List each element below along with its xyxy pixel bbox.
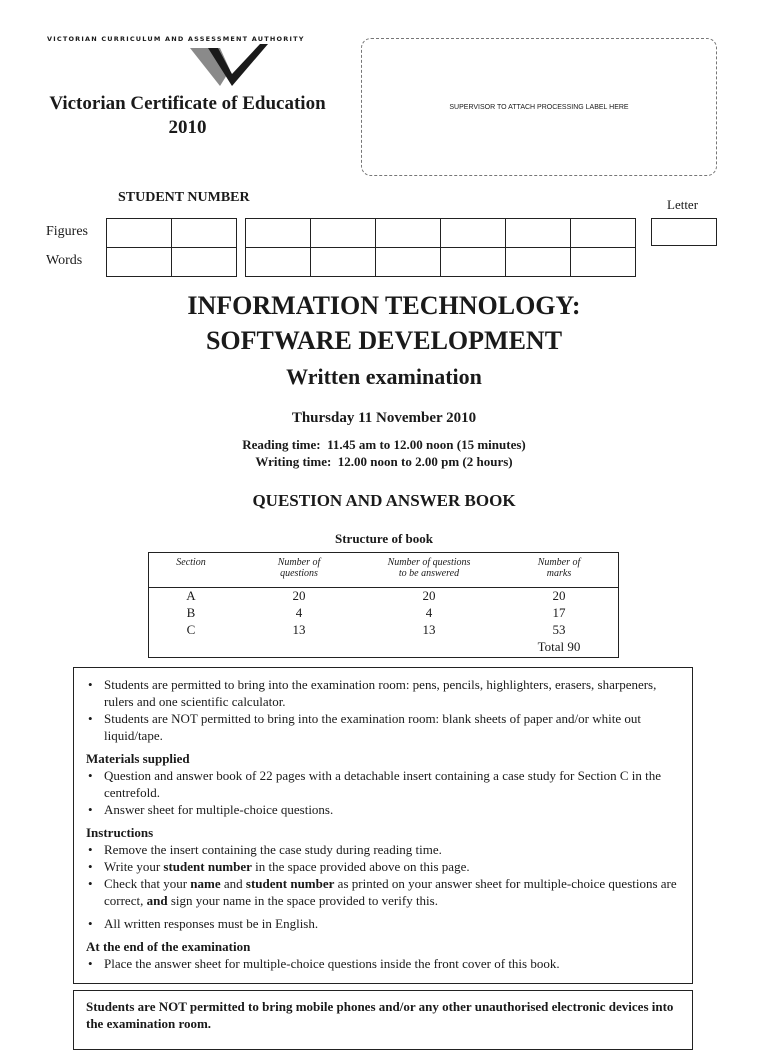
materials-heading: Materials supplied	[86, 751, 190, 766]
figure-box[interactable]	[246, 219, 311, 248]
list-item: • Place the answer sheet for multiple-choice questions inside the front cover of this book.	[86, 955, 682, 972]
instructions-box	[73, 667, 693, 984]
word-box[interactable]	[172, 248, 237, 277]
letter-box[interactable]	[651, 218, 717, 246]
instructions-heading: Instructions	[86, 825, 154, 840]
cell-answered: 13	[422, 622, 436, 637]
cell-marks: 53	[552, 622, 566, 637]
cell-marks: 20	[552, 588, 566, 603]
word-box[interactable]	[246, 248, 311, 277]
header-answered	[369, 557, 489, 579]
figure-box[interactable]	[571, 219, 636, 248]
cell-questions: 13	[292, 622, 306, 637]
emphasis: student number	[163, 859, 252, 874]
warning-box	[73, 990, 693, 1050]
structure-caption: Structure of book	[335, 531, 433, 546]
emphasis: student number	[245, 876, 335, 891]
structure-table	[148, 552, 619, 658]
words-label: Words	[46, 253, 83, 268]
exam-date: Thursday 11 November 2010	[291, 410, 477, 426]
total-marks: Total 90	[537, 639, 581, 654]
processing-label-text: SUPERVISOR TO ATTACH PROCESSING LABEL HERE	[449, 103, 629, 111]
total-row	[149, 639, 618, 656]
end-list	[86, 955, 682, 972]
text: sign your name in the space provided to verify this.	[167, 893, 438, 908]
exam-times	[0, 436, 768, 470]
cell-section: C	[186, 622, 196, 637]
figure-box[interactable]	[107, 219, 172, 248]
list-item	[86, 875, 682, 909]
header-text: marks	[546, 568, 572, 579]
text: Check that your	[104, 876, 191, 891]
student-number-grid-a	[106, 218, 237, 277]
list-item: • All written responses must be in English.	[86, 915, 682, 932]
header-text: Number of questions	[387, 557, 471, 568]
text: as printed on your answer sheet for multiple-choice questions are correct,	[104, 876, 677, 908]
authority-name: VICTORIAN CURRICULUM AND ASSESSMENT AUTHORITY	[47, 35, 305, 43]
reading-time: Reading time: 11.45 am to 12.00 noon (15 minutes)	[242, 437, 526, 452]
writing-time: Writing time: 12.00 noon to 2.00 pm (2 hours)	[255, 454, 513, 469]
word-box[interactable]	[376, 248, 441, 277]
header-text: questions	[280, 568, 318, 579]
emphasis: and	[146, 893, 168, 908]
table-row	[149, 622, 618, 639]
structure-header-row	[149, 557, 618, 587]
end-heading: At the end of the examination	[86, 939, 251, 954]
cell-questions: 20	[292, 588, 306, 603]
header-marks	[519, 557, 599, 579]
cell-section: B	[186, 605, 196, 620]
student-number-heading: STUDENT NUMBER	[118, 190, 250, 205]
figures-label: Figures	[46, 224, 88, 239]
certificate-title	[40, 92, 335, 140]
exam-type: Written examination	[286, 364, 482, 389]
list-item: • Remove the insert containing the case study during reading time.	[86, 841, 682, 858]
student-number-grid-b	[245, 218, 636, 277]
letter-label: Letter	[667, 197, 699, 212]
processing-label-area	[361, 38, 717, 176]
cell-marks: 17	[552, 605, 566, 620]
word-box[interactable]	[506, 248, 571, 277]
text: and	[220, 876, 246, 891]
book-title: QUESTION AND ANSWER BOOK	[252, 491, 516, 510]
figure-box[interactable]	[506, 219, 571, 248]
list-item	[86, 858, 682, 875]
subject-line-2: SOFTWARE DEVELOPMENT	[205, 326, 563, 355]
list-item: • Students are permitted to bring into the examination room: pens, pencils, highlighters, erasers, sharpeners, rulers and one scientific calculator.	[86, 676, 682, 710]
figure-box[interactable]	[172, 219, 237, 248]
warning-text: Students are NOT permitted to bring mobile phones and/or any other unauthorised electronic devices into the examination room.	[86, 999, 674, 1031]
table-row	[149, 605, 618, 622]
header-text: Section	[176, 557, 206, 568]
list-item: • Students are NOT permitted to bring into the examination room: blank sheets of paper and/or white out liquid/tape.	[86, 710, 682, 744]
materials-list	[86, 767, 682, 818]
vcaa-logo	[190, 44, 270, 88]
exam-subject	[0, 288, 768, 358]
word-box[interactable]	[571, 248, 636, 277]
header-section	[149, 557, 233, 568]
figure-box[interactable]	[441, 219, 506, 248]
list-item: • Question and answer book of 22 pages with a detachable insert containing a case study for Section C in the centrefold.	[86, 767, 682, 801]
figure-box[interactable]	[311, 219, 376, 248]
word-box[interactable]	[107, 248, 172, 277]
instructions-list	[86, 841, 682, 932]
text: Write your	[104, 859, 164, 874]
cell-section: A	[186, 588, 196, 603]
subject-line-1: INFORMATION TECHNOLOGY:	[187, 291, 581, 320]
text: in the space provided above on this page.	[251, 859, 470, 874]
list-item: • Answer sheet for multiple-choice questions.	[86, 801, 682, 818]
table-row	[149, 588, 618, 605]
cell-answered: 20	[422, 588, 436, 603]
certificate-name: Victorian Certificate of Education	[49, 93, 326, 114]
word-box[interactable]	[311, 248, 376, 277]
word-box[interactable]	[441, 248, 506, 277]
header-text: to be answered	[398, 568, 460, 579]
emphasis: name	[190, 876, 221, 891]
permitted-list	[86, 676, 682, 744]
header-questions	[249, 557, 349, 579]
figure-box[interactable]	[376, 219, 441, 248]
cell-answered: 4	[425, 605, 433, 620]
certificate-year: 2010	[168, 117, 207, 138]
header-text: Number of	[537, 557, 581, 568]
header-text: Number of	[277, 557, 321, 568]
cell-questions: 4	[295, 605, 303, 620]
